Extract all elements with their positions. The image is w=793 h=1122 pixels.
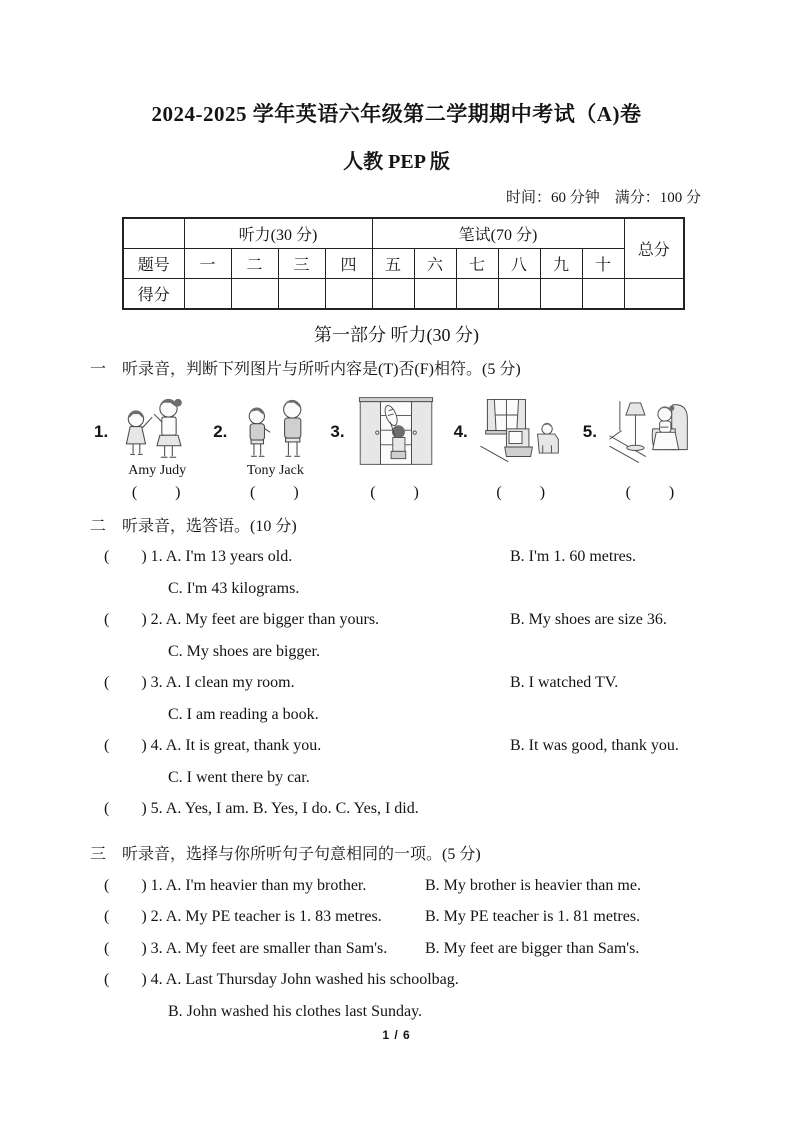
option-a: ( ) 5. A. Yes, I am. B. Yes, I do. C. Yes, I did.	[104, 800, 419, 817]
col-cell: 十	[582, 249, 624, 279]
col-cell: 七	[456, 249, 498, 279]
col-cell: 九	[540, 249, 582, 279]
option-c: C. I am reading a book.	[168, 705, 319, 723]
part1-heading: 第一部分 听力(30 分)	[314, 325, 479, 345]
question-number-label-cell: 题号	[123, 249, 184, 279]
option-b: B. My brother is heavier than me.	[425, 876, 641, 894]
section3-instruction: 三 听录音，选择与你所听句子句意相同的一项。(5 分)	[90, 845, 481, 863]
listening-picture-3	[330, 396, 443, 502]
empty-score-cell	[540, 279, 582, 310]
answer-blank: ( )	[625, 484, 677, 501]
table-row	[123, 218, 684, 249]
listening3-q3	[104, 938, 703, 970]
option-c: C. My shoes are bigger.	[168, 642, 320, 660]
option-b: B. I'm 1. 60 metres.	[510, 548, 636, 565]
empty-score-cell	[372, 279, 414, 310]
listening2-q4-option-c	[104, 767, 703, 799]
option-a: ( ) 2. A. My PE teacher is 1. 83 metres.	[104, 908, 382, 925]
wardrobe-quilt-illustration-icon	[349, 396, 443, 466]
option-b: B. My feet are bigger than Sam's.	[425, 939, 640, 957]
listening-header-cell: 听力(30 分)	[184, 218, 372, 249]
picture-number: 5.	[582, 422, 597, 441]
option-c: C. I'm 43 kilograms.	[168, 579, 300, 597]
listening-picture-4	[454, 396, 573, 502]
answer-blank: ( )	[496, 484, 548, 501]
option-a: ( ) 1. A. I'm 13 years old.	[104, 548, 293, 565]
score-table	[122, 217, 685, 310]
empty-total-cell	[624, 279, 684, 310]
exam-title: 2024-2025 学年英语六年级第二学期期中考试（A)卷	[151, 102, 642, 126]
option-b: B. My PE teacher is 1. 81 metres.	[425, 908, 641, 925]
option-b: B. My shoes are size 36.	[510, 611, 667, 628]
listening-picture-1	[94, 396, 203, 502]
table-row	[123, 249, 684, 279]
section2-instruction: 二 听录音，选答语。(10 分)	[90, 518, 297, 535]
col-cell: 四	[325, 249, 372, 279]
col-cell: 八	[498, 249, 540, 279]
option-b: B. John washed his clothes last Sunday.	[168, 1002, 423, 1020]
answer-blank: ( )	[250, 484, 301, 501]
empty-score-cell	[325, 279, 372, 310]
answer-blank: ( )	[131, 484, 183, 501]
option-b: B. It was good, thank you.	[510, 737, 679, 754]
empty-score-cell	[456, 279, 498, 310]
section2	[90, 516, 703, 830]
option-c: C. I went there by car.	[168, 768, 310, 786]
empty-score-cell	[582, 279, 624, 310]
table-row	[123, 279, 684, 310]
option-a: ( ) 4. A. Last Thursday John washed his schoolbag.	[104, 971, 459, 988]
page-number: 1 / 6	[382, 1028, 411, 1042]
col-cell: 五	[372, 249, 414, 279]
col-cell: 六	[414, 249, 456, 279]
col-cell: 二	[231, 249, 278, 279]
listening2-q3-option-c	[104, 704, 703, 736]
picture-caption: Tony Jack	[246, 463, 304, 478]
option-a: ( ) 2. A. My feet are bigger than yours.	[104, 611, 380, 628]
option-a: ( ) 3. A. I clean my room.	[104, 674, 295, 691]
section3	[90, 844, 703, 1033]
listening2-q1-option-c	[104, 578, 703, 610]
picture-number: 4.	[453, 422, 468, 441]
exam-edition: 人教 PEP 版	[343, 151, 450, 173]
listening2-q1	[104, 546, 703, 578]
listening2-q4	[104, 735, 703, 767]
listening3-q4	[104, 969, 703, 1001]
total-header-cell: 总分	[624, 218, 684, 279]
picture-number: 3.	[330, 422, 345, 441]
listening2-q2-option-c	[104, 641, 703, 673]
listening3-q2	[104, 906, 703, 938]
empty-score-cell	[414, 279, 456, 310]
written-header-cell: 笔试(70 分)	[372, 218, 624, 249]
option-a: ( ) 1. A. I'm heavier than my brother.	[104, 876, 367, 894]
option-b: B. I watched TV.	[510, 674, 619, 691]
picture-number: 2.	[213, 422, 228, 441]
listening2-q3	[104, 672, 703, 704]
picture-caption: Amy Judy	[128, 463, 187, 478]
listening-pictures-row	[94, 396, 703, 502]
empty-score-cell	[498, 279, 540, 310]
listening3-q1	[104, 875, 703, 907]
time-and-total-score: 时间：60 分钟 满分：100 分	[505, 190, 701, 206]
option-a: ( ) 3. A. My feet are smaller than Sam's.	[104, 939, 388, 957]
listening-picture-2	[213, 396, 320, 502]
amy-judy-illustration-icon	[112, 396, 202, 463]
section1-instruction: 一 听录音，判断下列图片与所听内容是(T)否(F)相符。(5 分)	[90, 361, 521, 378]
empty-score-cell	[231, 279, 278, 310]
col-cell: 三	[278, 249, 325, 279]
corner-cell	[123, 218, 184, 249]
col-cell: 一	[184, 249, 231, 279]
empty-score-cell	[184, 279, 231, 310]
tony-jack-illustration-icon	[231, 396, 319, 463]
listening2-q5	[104, 798, 703, 830]
empty-score-cell	[278, 279, 325, 310]
watching-tv-illustration-icon	[472, 396, 572, 465]
answer-blank: ( )	[370, 484, 421, 501]
listening-picture-5	[583, 396, 702, 502]
listening2-q2	[104, 609, 703, 641]
option-a: ( ) 4. A. It is great, thank you.	[104, 737, 322, 754]
woman-armchair-illustration-icon	[601, 396, 701, 465]
score-label-cell: 得分	[123, 279, 184, 310]
picture-number: 1.	[94, 422, 109, 441]
